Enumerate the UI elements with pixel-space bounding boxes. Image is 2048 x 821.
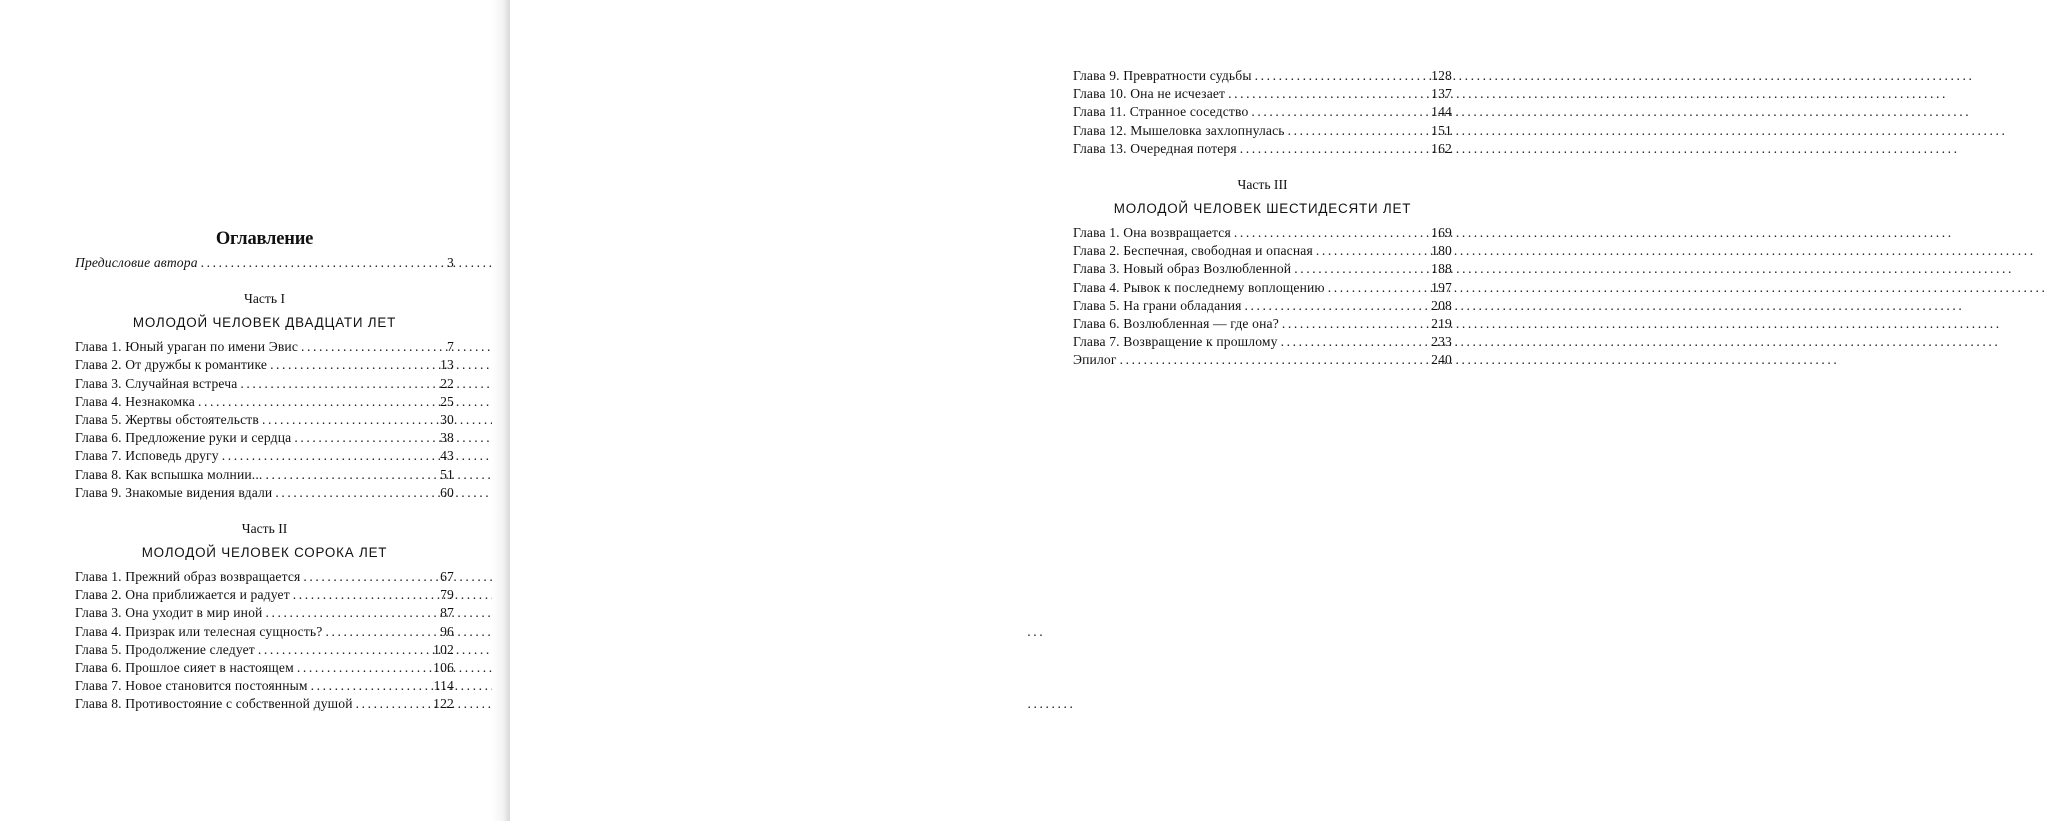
toc-entry-title: Глава 2. Беспечная, свободная и опасная <box>1073 243 1313 259</box>
toc-entry-page: 102 <box>433 641 454 657</box>
toc-entry-page: 233 <box>1431 334 1452 350</box>
part-1-title: МОЛОДОЙ ЧЕЛОВЕК ДВАДЦАТИ ЛЕТ <box>132 315 397 331</box>
toc-entry-title: Глава 5. Жертвы обстоятельств <box>75 412 259 428</box>
toc-entry-title: Предисловие автора <box>75 255 198 270</box>
dot-leader <box>1288 122 1431 140</box>
toc-entry[interactable] <box>1073 242 1452 260</box>
dot-leader <box>262 411 439 429</box>
toc-entry[interactable] <box>75 604 454 622</box>
part-2-chapter-list-a <box>75 568 454 714</box>
toc-entry[interactable] <box>75 356 454 374</box>
toc-entry-title: Глава 9. Знакомые видения вдали <box>75 484 273 500</box>
toc-entry[interactable] <box>75 393 454 411</box>
toc-entry[interactable] <box>1073 297 1452 315</box>
dot-leader <box>240 375 439 393</box>
toc-entry-page: 114 <box>433 678 454 694</box>
dot-leader <box>1281 333 1431 351</box>
toc-entry[interactable] <box>1073 260 1452 278</box>
dot-leader <box>297 659 432 677</box>
dot-leader <box>293 586 439 604</box>
dot-leader <box>1120 351 1431 369</box>
toc-entry-page: 25 <box>440 393 454 409</box>
part-3-chapter-list <box>1073 224 1452 351</box>
dot-leader <box>258 641 432 659</box>
dot-leader <box>1245 297 1431 315</box>
toc-entry-page: 67 <box>440 569 454 585</box>
toc-entry-page: 79 <box>440 587 454 603</box>
toc-entry-title: Глава 8. Как вспышка молнии... <box>75 466 263 482</box>
toc-entry-title: Глава 9. Превратности судьбы <box>1073 68 1252 83</box>
toc-entry-title: Глава 6. Прошлое сияет в настоящем <box>75 660 294 676</box>
dot-leader <box>356 695 433 713</box>
toc-entry-page: 180 <box>1431 243 1452 259</box>
toc-entry-page: 51 <box>440 466 454 482</box>
part-3-title: МОЛОДОЙ ЧЕЛОВЕК ШЕСТИДЕСЯТИ ЛЕТ <box>1113 201 1412 217</box>
toc-entry-title: Глава 1. Юный ураган по имени Эвис <box>75 339 299 355</box>
dot-leader <box>311 677 433 695</box>
dot-leader <box>201 254 446 272</box>
toc-entry[interactable] <box>75 568 454 586</box>
dot-leader <box>1234 224 1430 242</box>
toc-entry-page: 151 <box>1431 122 1452 138</box>
toc-left-column <box>75 226 454 714</box>
toc-entry-page: 30 <box>440 412 454 428</box>
toc-entry-preface[interactable] <box>75 254 454 272</box>
toc-entry[interactable] <box>1073 333 1452 351</box>
toc-entry-page: 22 <box>440 375 454 391</box>
toc-entry-epilogue[interactable] <box>1073 351 1452 369</box>
part-2-title: МОЛОДОЙ ЧЕЛОВЕК СОРОКА ЛЕТ <box>141 545 388 561</box>
toc-entry-page: 169 <box>1431 225 1452 241</box>
toc-entry-title: Глава 4. Незнакомка <box>75 393 195 409</box>
toc-entry-page: 60 <box>440 484 454 500</box>
toc-entry-title: Глава 4. Рывок к последнему воплощению <box>1073 279 1325 295</box>
toc-entry-title: Глава 8. Противостояние с собственной душой <box>75 696 353 712</box>
toc-entry-title: Эпилог <box>1073 352 1117 368</box>
toc-entry[interactable] <box>1073 122 1452 140</box>
toc-entry-page: 87 <box>440 605 454 621</box>
toc-entry[interactable] <box>75 375 454 393</box>
toc-entry-title: Глава 11. Странное соседство <box>1073 104 1249 120</box>
toc-entry-page: 3 <box>447 255 454 270</box>
dot-leader <box>1228 85 1430 103</box>
left-page <box>0 0 510 821</box>
toc-entry-page: 162 <box>1431 140 1452 156</box>
toc-entry[interactable] <box>1073 140 1452 158</box>
toc-entry-page: 137 <box>1431 86 1452 102</box>
toc-entry-page: 188 <box>1431 261 1452 277</box>
toc-entry-title: Глава 1. Она возвращается <box>1073 225 1231 241</box>
toc-entry[interactable] <box>1073 85 1452 103</box>
dot-leader <box>1294 260 1430 278</box>
toc-entry[interactable] <box>75 677 454 695</box>
toc-entry-title: Глава 4. Призрак или телесная сущность? <box>75 623 323 639</box>
toc-entry-page: 122 <box>433 696 454 712</box>
dot-leader <box>222 447 439 465</box>
toc-entry-title: Глава 6. Возлюбленная — где она? <box>1073 316 1279 332</box>
dot-leader <box>325 623 439 641</box>
dot-leader <box>198 393 439 411</box>
toc-right-column <box>1073 67 1452 370</box>
right-page <box>510 0 1452 821</box>
toc-entry[interactable] <box>75 695 454 713</box>
toc-entry-page: 13 <box>440 357 454 373</box>
part-2-chapter-list-b <box>1073 67 1452 158</box>
dot-leader <box>303 568 439 586</box>
part-3-label: Часть III <box>1237 177 1288 193</box>
toc-entry-page: 197 <box>1431 279 1452 295</box>
toc-entry-page: 7 <box>447 339 454 355</box>
part-1-chapter-list <box>75 338 454 502</box>
toc-entry[interactable] <box>1073 315 1452 333</box>
toc-entry-title: Глава 3. Случайная встреча <box>75 375 238 391</box>
toc-entry[interactable] <box>75 586 454 604</box>
toc-entry[interactable] <box>75 338 454 356</box>
toc-entry-page: 240 <box>1431 352 1452 368</box>
dot-leader <box>1316 242 1430 260</box>
toc-entry[interactable] <box>75 429 454 447</box>
toc-entry[interactable] <box>1073 279 1452 297</box>
toc-entry-page: 219 <box>1431 316 1452 332</box>
toc-entry-title: Глава 2. От дружбы к романтике <box>75 357 268 373</box>
toc-entry-title: Глава 3. Новый образ Возлюбленной <box>1073 261 1292 277</box>
toc-entry[interactable] <box>75 466 454 484</box>
dot-leader <box>301 338 446 356</box>
dot-leader <box>1251 103 1430 121</box>
toc-entry-page: 144 <box>1431 104 1452 120</box>
toc-entry-title: Глава 7. Новое становится постоянным <box>75 678 308 694</box>
dot-leader <box>275 484 439 502</box>
part-1-label: Часть I <box>244 291 285 307</box>
dot-leader <box>1255 67 1431 85</box>
toc-entry[interactable] <box>75 623 454 641</box>
toc-entry-title: Глава 6. Предложение руки и сердца <box>75 430 292 446</box>
toc-entry[interactable] <box>1073 103 1452 121</box>
part-2-label: Часть II <box>241 521 288 537</box>
dot-leader <box>265 466 439 484</box>
toc-entry-title: Глава 13. Очередная потеря <box>1073 140 1237 156</box>
toc-entry-title: Глава 10. Она не исчезает <box>1073 86 1226 102</box>
toc-entry-page: 96 <box>440 623 454 639</box>
toc-entry-title: Глава 7. Возвращение к прошлому <box>1073 334 1278 350</box>
toc-entry[interactable] <box>75 484 454 502</box>
toc-entry-title: Глава 5. Продолжение следует <box>75 641 255 657</box>
dot-leader <box>1282 315 1430 333</box>
toc-entry-page: 208 <box>1431 297 1452 313</box>
toc-entry-title: Глава 2. Она приближается и радует <box>75 587 290 603</box>
dot-leader <box>265 604 439 622</box>
toc-entry[interactable] <box>75 447 454 465</box>
dot-leader <box>1328 279 1430 297</box>
toc-entry-page: 43 <box>440 448 454 464</box>
page-title: Оглавление <box>215 229 314 249</box>
toc-entry[interactable] <box>1073 67 1452 85</box>
toc-entry-page: 128 <box>1431 68 1452 83</box>
dot-leader <box>1240 140 1430 158</box>
toc-entry[interactable] <box>75 641 454 659</box>
toc-entry[interactable] <box>1073 224 1452 242</box>
toc-entry-title: Глава 3. Она уходит в мир иной <box>75 605 263 621</box>
toc-entry-page: 106 <box>433 660 454 676</box>
toc-entry-page: 38 <box>440 430 454 446</box>
toc-entry-title: Глава 5. На грани обладания <box>1073 297 1242 313</box>
dot-leader <box>270 356 439 374</box>
toc-entry-title: Глава 1. Прежний образ возвращается <box>75 569 301 585</box>
toc-entry[interactable] <box>75 659 454 677</box>
toc-entry-title: Глава 12. Мышеловка захлопнулась <box>1073 122 1285 138</box>
toc-entry[interactable] <box>75 411 454 429</box>
toc-entry-title: Глава 7. Исповедь другу <box>75 448 219 464</box>
dot-leader <box>294 429 439 447</box>
